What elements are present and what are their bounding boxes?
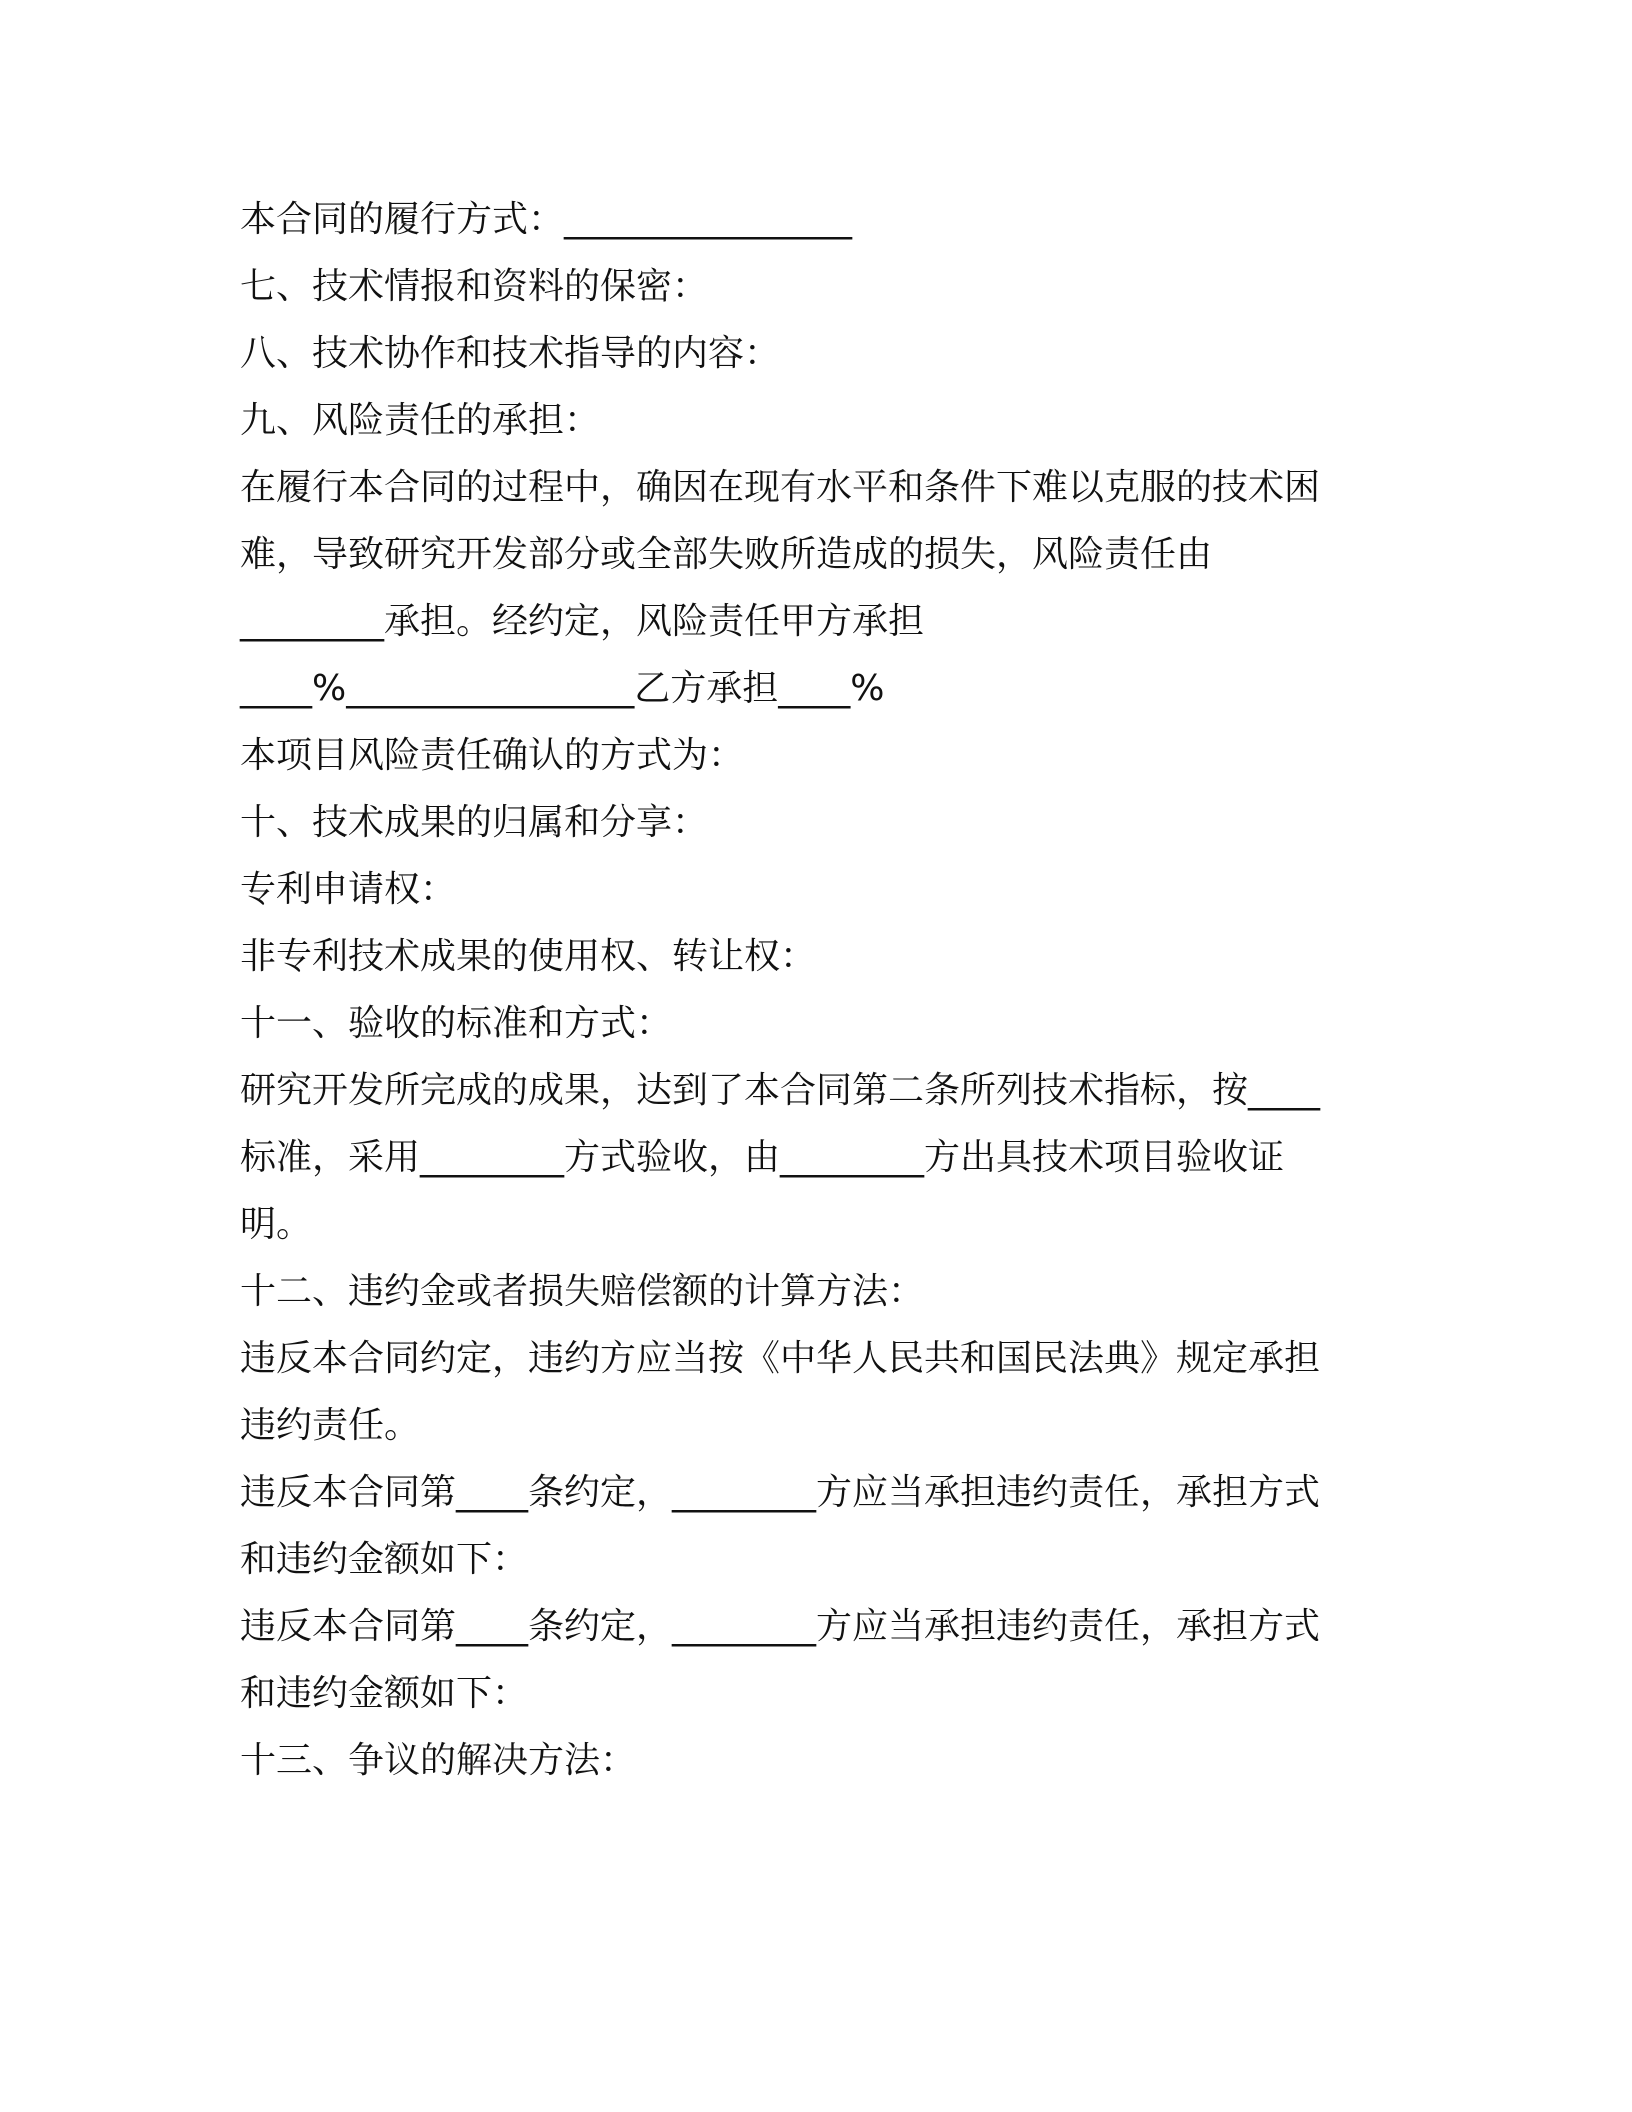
text-line: 标准，采用________方式验收，由________方出具技术项目验收证 [240,1137,1285,1178]
text-line: 违反本合同第____条约定，________方应当承担违约责任，承担方式 [240,1606,1321,1647]
text-line: 违反本合同第____条约定，________方应当承担违约责任，承担方式 [240,1472,1321,1513]
text-line: 非专利技术成果的使用权、转让权： [240,936,817,977]
section-heading: 八、技术协作和技术指导的内容： [240,333,781,374]
text-line: 本项目风险责任确认的方式为： [240,735,745,776]
text-line: 和违约金额如下： [240,1673,529,1714]
text-line: ________承担。经约定，风险责任甲方承担 [240,601,925,642]
text-line: ____%________________乙方承担____% [240,668,885,709]
text-line: 难，导致研究开发部分或全部失败所造成的损失，风险责任由 [240,534,1213,575]
text-line: 违约责任。 [240,1405,421,1446]
section-heading: 十一、验收的标准和方式： [240,1003,673,1044]
text-line: 违反本合同约定，违约方应当按《中华人民共和国民法典》规定承担 [240,1338,1321,1379]
text-line: 研究开发所完成的成果，达到了本合同第二条所列技术指标，按____ [240,1070,1321,1111]
document-body [240,186,1410,1794]
section-heading: 十、技术成果的归属和分享： [240,802,709,843]
section-heading: 七、技术情报和资料的保密： [240,266,709,307]
text-line: 专利申请权： [240,869,457,910]
section-heading: 十二、违约金或者损失赔偿额的计算方法： [240,1271,925,1312]
text-line: 本合同的履行方式：________________ [240,199,853,240]
text-line: 和违约金额如下： [240,1539,529,1580]
section-heading: 十三、争议的解决方法： [240,1740,637,1781]
text-line: 在履行本合同的过程中，确因在现有水平和条件下难以克服的技术困 [240,467,1321,508]
section-heading: 九、风险责任的承担： [240,400,601,441]
text-line: 明。 [240,1204,313,1245]
